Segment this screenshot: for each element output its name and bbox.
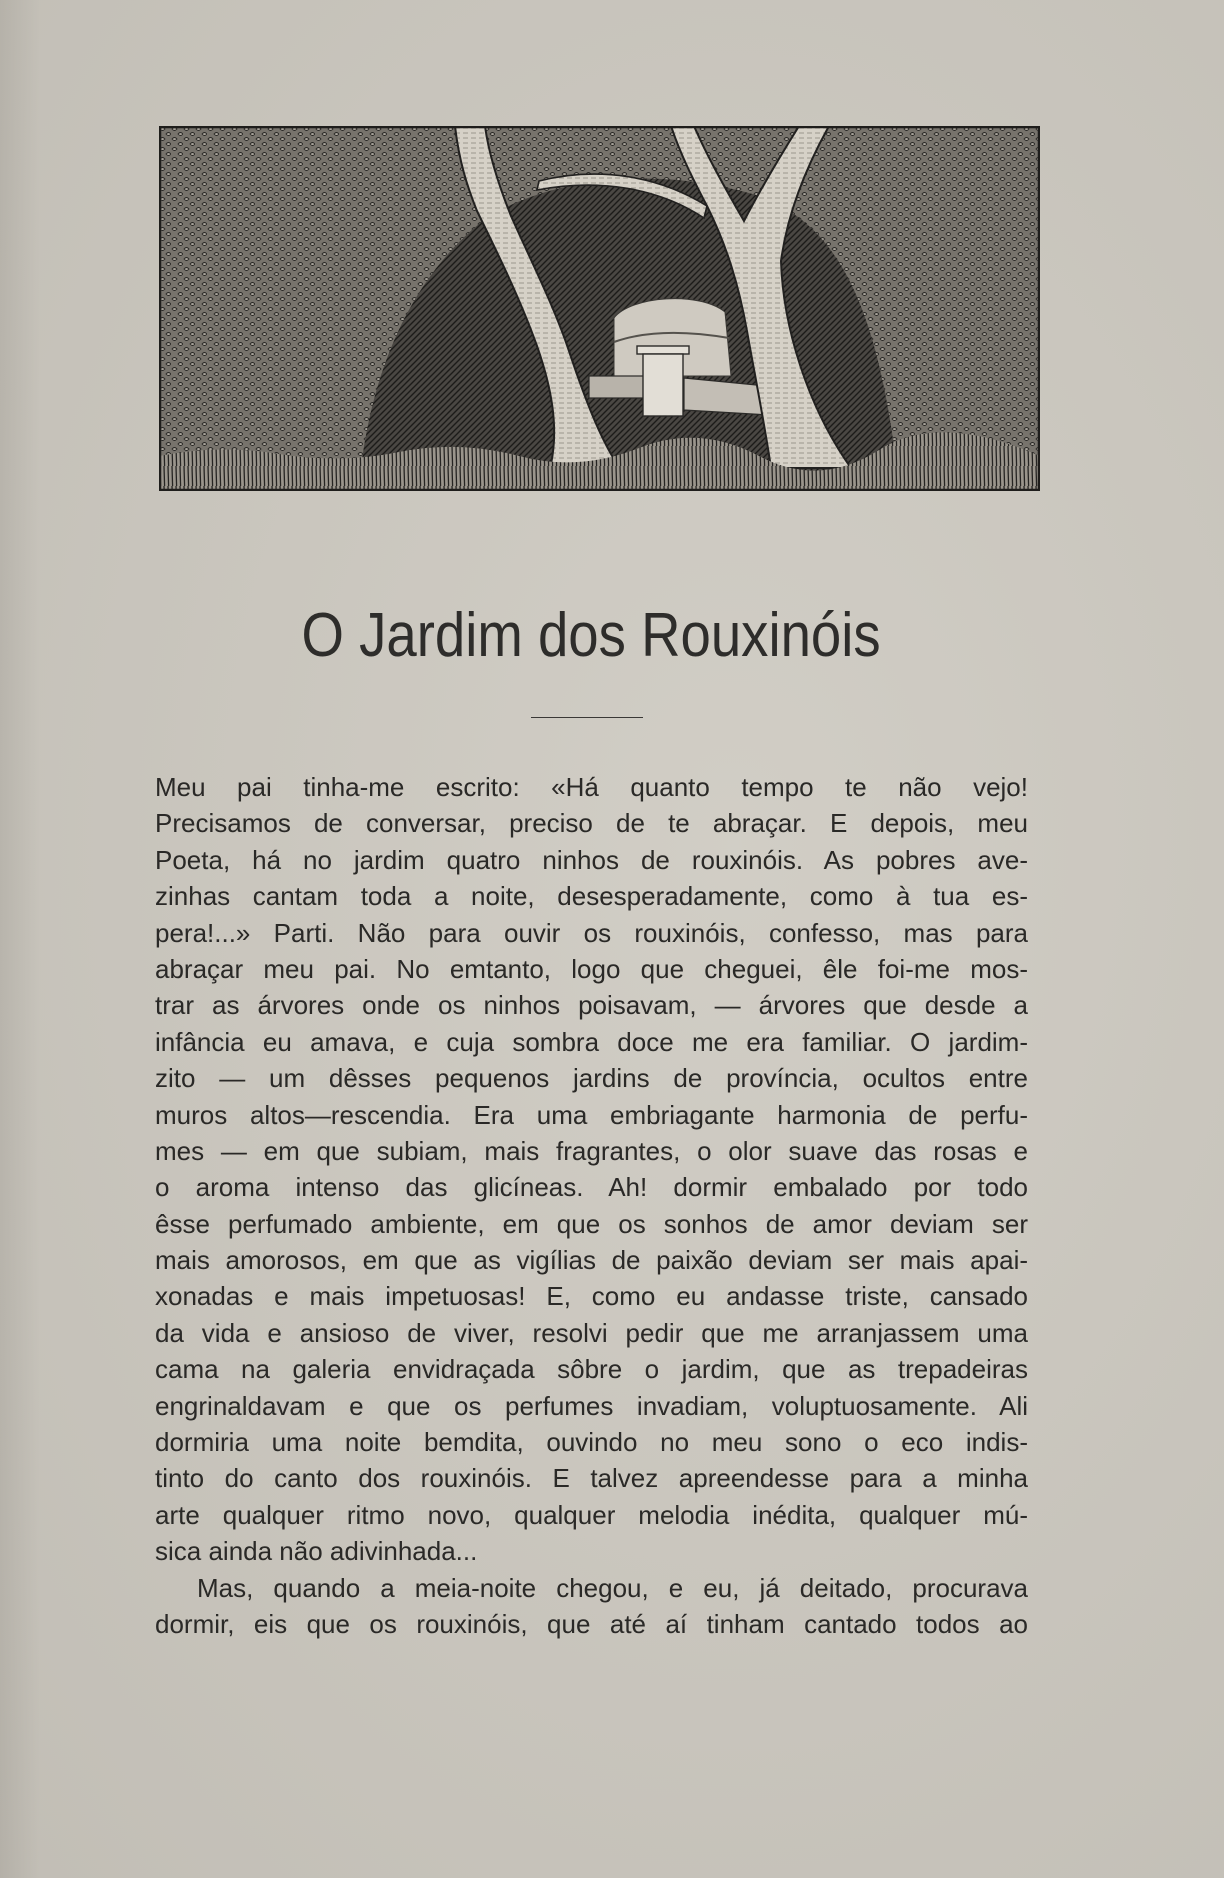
- page-title: [155, 600, 1028, 672]
- garden-wall-left: [589, 376, 647, 398]
- text-line: arte qualquer ritmo novo, qualquer melodia inédita, qualquer mú-: [155, 1499, 1028, 1530]
- text-line: dormir, eis que os rouxinóis, que até aí tinham cantado todos ao: [155, 1608, 1028, 1639]
- text-line: o aroma intenso das glicíneas. Ah! dormir embalado por todo: [155, 1172, 1028, 1203]
- page-title-text: O Jardim dos Rouxinóis: [301, 601, 882, 670]
- text-line: Precisamos de conversar, preciso de te abraçar. E depois, meu: [155, 808, 1028, 839]
- text-line: mais amorosos, em que as vigílias de paixão deviam ser mais apai-: [155, 1245, 1028, 1276]
- text-line: da vida e ansioso de viver, resolvi pedir que me arranjassem uma: [155, 1317, 1028, 1348]
- text-line: sica ainda não adivinhada...: [155, 1536, 478, 1567]
- text-line: Mas, quando a meia-noite chegou, e eu, já deitado, procurava: [197, 1572, 1028, 1603]
- text-line: infância eu amava, e cuja sombra doce me era familiar. O jardim-: [155, 1026, 1028, 1057]
- text-line: Poeta, há no jardim quatro ninhos de rouxinóis. As pobres ave-: [155, 844, 1028, 875]
- text-line: Meu pai tinha-me escrito: «Há quanto tempo te não vejo!: [155, 772, 1028, 802]
- text-line: êsse perfumado ambiente, em que os sonhos de amor deviam ser: [155, 1208, 1028, 1239]
- text-line: pera!...» Parti. Não para ouvir os rouxinóis, confesso, mas para: [155, 917, 1028, 948]
- text-line: engrinaldavam e que os perfumes invadiam, voluptuosamente. Ali: [155, 1390, 1028, 1421]
- text-line: tinto do canto dos rouxinóis. E talvez apreendesse para a minha: [155, 1463, 1028, 1494]
- text-line: trar as árvores onde os ninhos poisavam, — árvores que desde a: [155, 990, 1028, 1021]
- paragraph-1: [155, 769, 1028, 1570]
- text-line: xonadas e mais impetuosas! E, como eu andasse triste, cansado: [155, 1281, 1028, 1312]
- title-divider: [531, 717, 643, 718]
- paragraph-2: [155, 1570, 1028, 1643]
- text-line: mes — em que subiam, mais fragrantes, o olor suave das rosas e: [155, 1135, 1028, 1166]
- stone-pedestal: [643, 354, 683, 416]
- body-text: [155, 769, 1028, 1642]
- garden-trees-pedestal-woodcut-icon: [159, 126, 1040, 491]
- garden-illustration: [159, 126, 1040, 491]
- text-line: zinhas cantam toda a noite, desesperadamente, como à tua es-: [155, 881, 1028, 912]
- text-line: dormiria uma noite bemdita, ouvindo no meu sono o eco indis-: [155, 1427, 1028, 1458]
- text-line: muros altos—rescendia. Era uma embriagante harmonia de perfu-: [155, 1099, 1028, 1130]
- text-line: cama na galeria envidraçada sôbre o jardim, que as trepadeiras: [155, 1354, 1028, 1385]
- text-line: zito — um dêsses pequenos jardins de província, ocultos entre: [155, 1063, 1028, 1094]
- stone-pedestal-cap: [637, 346, 689, 354]
- text-line: abraçar meu pai. No emtanto, logo que cheguei, êle foi-me mos-: [155, 953, 1028, 984]
